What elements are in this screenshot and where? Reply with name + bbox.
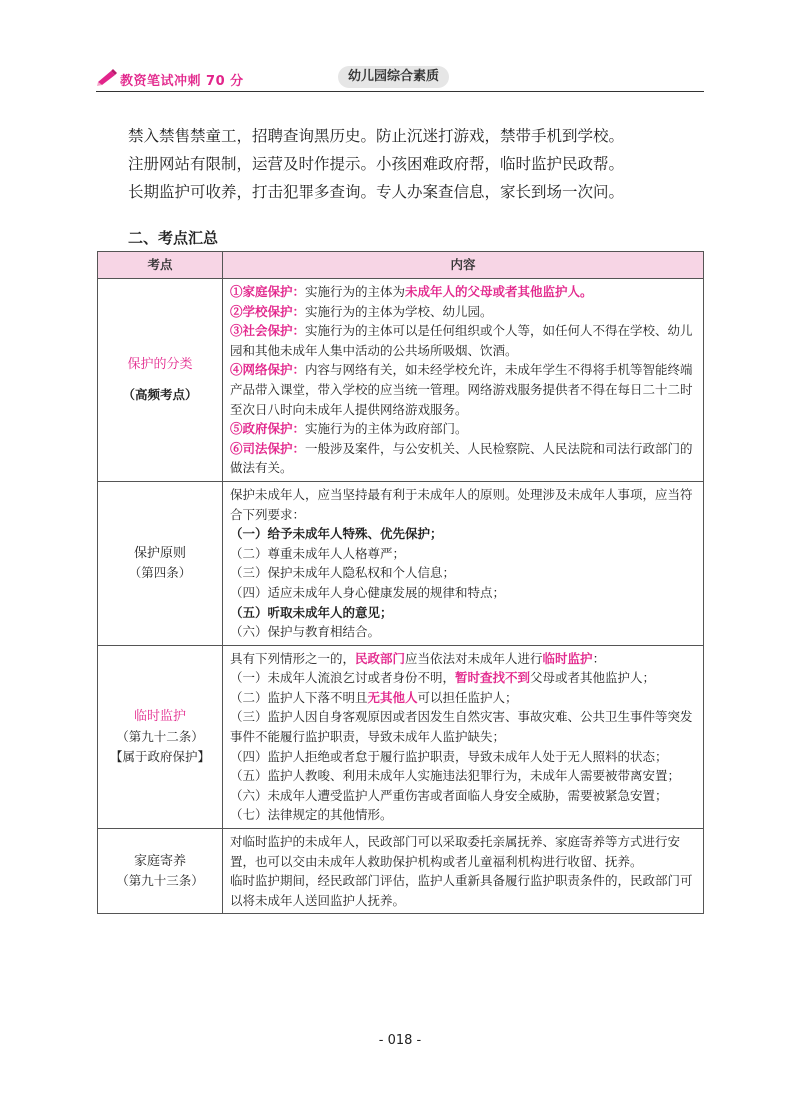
page-header [96, 60, 704, 92]
list-item: （四）适应未成年人身心健康发展的规律和特点； [230, 584, 506, 600]
paragraph: 临时监护期间，经民政部门评估，监护人重新具备履行监护职责条件的，民政部门可以将未成年人送回监护人抚养。 [230, 873, 693, 908]
page-number: - 018 - [378, 1033, 422, 1048]
point-note: （第九十二条） [116, 729, 204, 745]
subject-badge: 幼儿园综合素质 [338, 66, 449, 88]
point-note: （第九十三条） [116, 873, 204, 889]
table-row [98, 829, 704, 914]
intro-text: 保护未成年人，应当坚持最有利于未成年人的原则。处理涉及未成年人事项，应当符合下列要求： [230, 486, 693, 522]
list-item: （二）监护人下落不明且无其他人可以担任监护人； [230, 689, 518, 705]
point-title: 保护原则 [133, 545, 186, 561]
point-cell [98, 279, 223, 482]
point-title: 临时监护 [133, 709, 186, 725]
section-title: 二、考点汇总 [128, 229, 219, 247]
verse-line-1: 禁入禁售禁童工，招聘查询黑历史。防止沉迷打游戏，禁带手机到学校。 [128, 127, 625, 145]
header-rule [96, 91, 704, 92]
list-item: （一）给予未成年人特殊、优先保护； [230, 526, 443, 542]
list-item: （五）监护人教唆、利用未成年人实施违法犯罪行为，未成年人需要被带离安置； [230, 768, 681, 784]
table-row [98, 279, 704, 482]
point-note-2: 【属于政府保护】 [109, 748, 210, 764]
summary-table [97, 251, 704, 914]
point-cell [98, 645, 223, 828]
header-point: 考点 [98, 252, 223, 279]
list-item: （五）听取未成年人的意见； [230, 604, 393, 620]
header-content: 内容 [223, 252, 704, 279]
table-row [98, 645, 704, 828]
pencil-icon [96, 68, 118, 86]
list-item: ③社会保护：实施行为的主体可以是任何组织或个人等，如任何人不得在学校、幼儿园和其他未成年人集中活动的公共场所吸烟、饮酒。 [230, 323, 693, 358]
list-item: ④网络保护：内容与网络有关，如未经学校允许，未成年学生不得将手机等智能终端产品带入课堂，带入学校的应当统一管理。网络游戏服务提供者不得在每日二十二时至次日八时向未成年人提供网络游戏服务。 [230, 362, 693, 417]
list-item: ①家庭保护：实施行为的主体为未成年人的父母或者其他监护人。 [230, 284, 593, 299]
intro-text: 具有下列情形之一的，民政部门应当依法对未成年人进行临时监护： [230, 650, 606, 666]
list-item: （六）未成年人遭受监护人严重伤害或者面临人身安全威胁，需要被紧急安置； [230, 787, 668, 803]
paragraph: 对临时监护的未成年人，民政部门可以采取委托亲属抚养、家庭寄养等方式进行安置，也可以交由未成年人救助保护机构或者儿童福利机构进行收留、抚养。 [230, 834, 681, 869]
list-item: ⑥司法保护：一般涉及案件，与公安机关、人民检察院、人民法院和司法行政部门的做法有关。 [230, 440, 693, 476]
list-item: ⑤政府保护：实施行为的主体为政府部门。 [230, 421, 468, 437]
verse-line-2: 注册网站有限制，运营及时作提示。小孩困难政府帮，临时监护民政帮。 [128, 155, 625, 173]
list-item: （三）保护未成年人隐私权和个人信息； [230, 565, 456, 581]
point-note: （高频考点） [122, 386, 198, 402]
list-item: （六）保护与教育相结合。 [230, 624, 381, 640]
point-title: 保护的分类 [127, 357, 193, 373]
verse-line-3: 长期监护可收养，打击犯罪多查询。专人办案查信息，家长到场一次问。 [128, 183, 625, 201]
content-cell [223, 279, 704, 482]
point-cell [98, 481, 223, 645]
point-note: （第四条） [128, 565, 192, 581]
list-item: （七）法律规定的其他情形。 [230, 807, 393, 823]
content-cell [223, 645, 704, 828]
point-cell [98, 829, 223, 914]
table-row [98, 481, 704, 645]
table-header-row [98, 252, 704, 279]
list-item: （一）未成年人流浪乞讨或者身份不明，暂时查找不到父母或者其他监护人； [230, 670, 656, 686]
list-item: （二）尊重未成年人人格尊严； [230, 545, 406, 561]
list-item: （三）监护人因自身客观原因或者因发生自然灾害、事故灾难、公共卫生事件等突发事件不能履行监护职责，导致未成年人监护缺失； [230, 709, 693, 745]
point-title: 家庭寄养 [133, 853, 186, 869]
content-cell [223, 481, 704, 645]
list-item: ②学校保护：实施行为的主体为学校、幼儿园。 [230, 303, 493, 319]
content-cell [223, 829, 704, 914]
list-item: （四）监护人拒绝或者怠于履行监护职责，导致未成年人处于无人照料的状态； [230, 748, 668, 764]
book-title: 教资笔试冲刺 70 分 [120, 74, 244, 89]
mnemonic-verse [128, 122, 688, 206]
